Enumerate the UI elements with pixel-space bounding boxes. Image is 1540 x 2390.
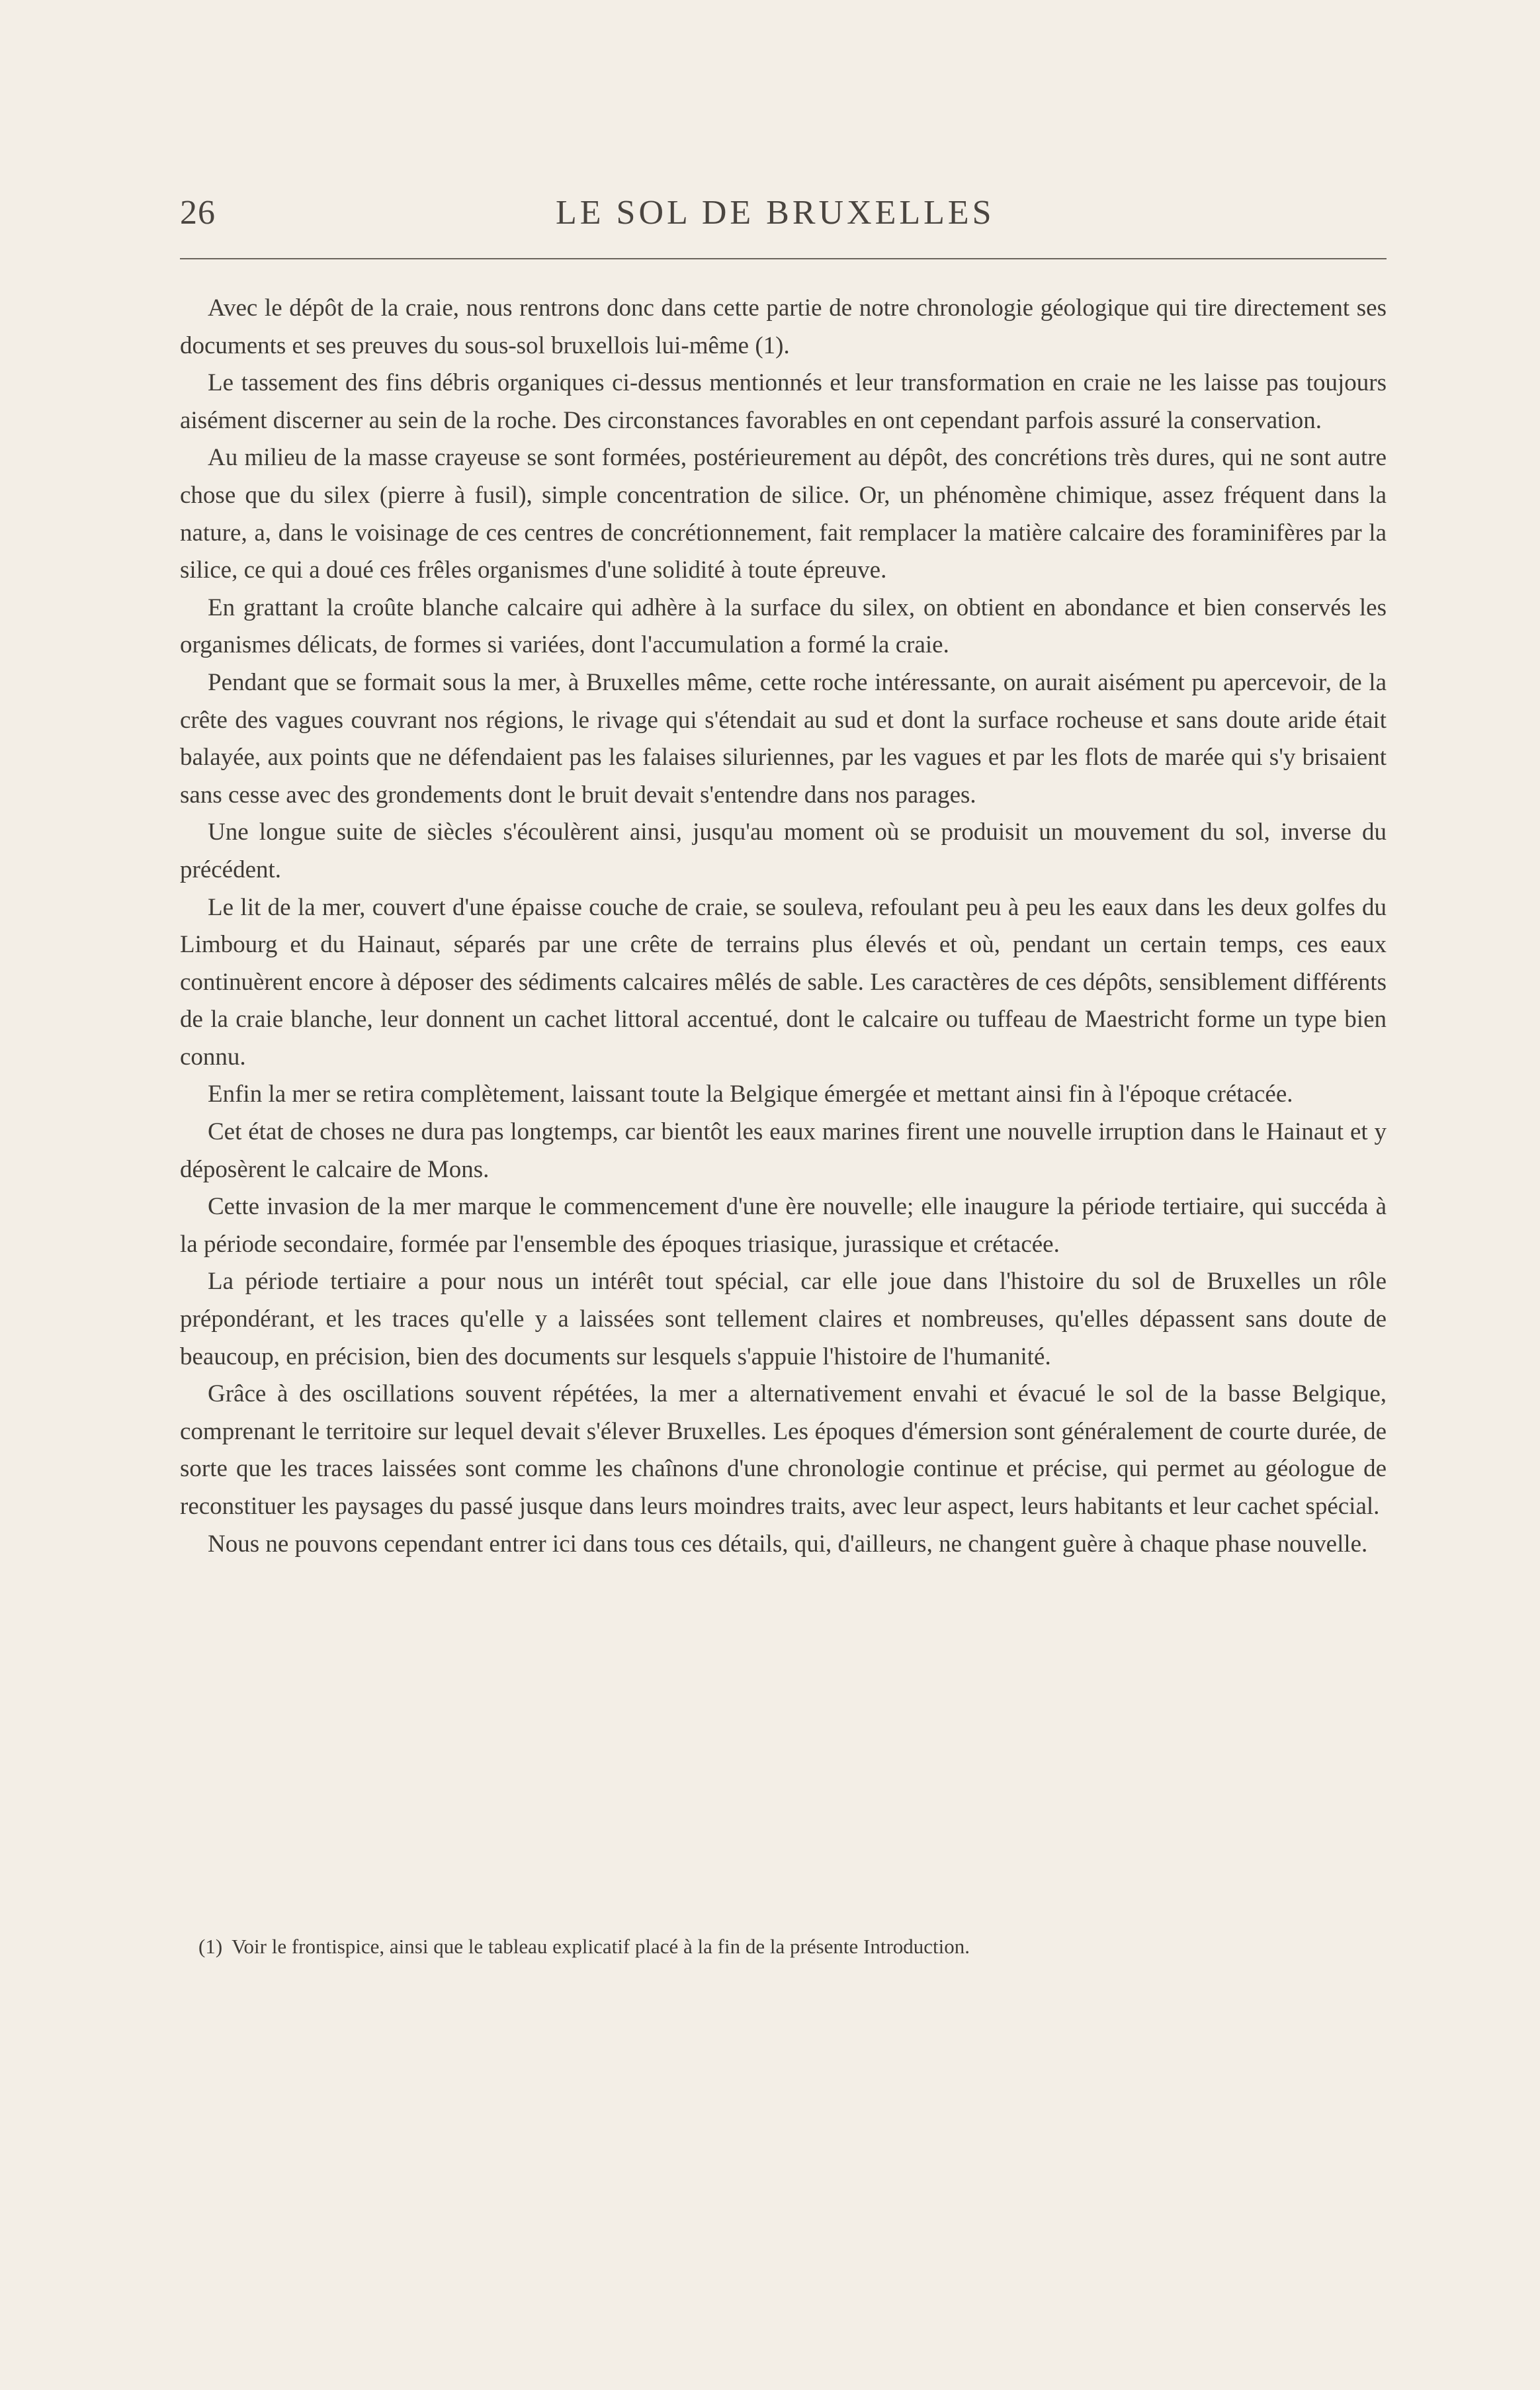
paragraph: En grattant la croûte blanche calcaire qui adhère à la surface du silex, on obtient en abondance et bien conservés les organismes délicats, de formes si variées, dont l'accumulation a formé la craie. (180, 594, 1387, 659)
paragraph: Cette invasion de la mer marque le commencement d'une ère nouvelle; elle inaugure la période tertiaire, qui succéda à la période secondaire, formée par l'ensemble des époques triasique, jurassique et crétacée. (180, 1193, 1387, 1258)
footnote (198, 1932, 1389, 1961)
footnote-marker: (1) (198, 1935, 223, 1958)
header-rule (180, 258, 1387, 259)
paragraph: Grâce à des oscillations souvent répétées, la mer a alternativement envahi et évacué le sol de la basse Belgique, comprenant le territoire sur lequel devait s'élever Bruxelles. Les époques d'émersion sont généralement de courte durée, de sorte que les traces laissées sont comme les chaînons d'une chronologie continue et précise, qui permet au géologue de reconstituer les paysages du passé jusque dans leurs moindres traits, avec leur aspect, leurs habitants et leur cachet spécial. (180, 1380, 1387, 1520)
paragraph: Une longue suite de siècles s'écoulèrent ainsi, jusqu'au moment où se produisit un mouvement du sol, inverse du précédent. (180, 819, 1387, 883)
paragraph: Le lit de la mer, couvert d'une épaisse couche de craie, se souleva, refoulant peu à peu les eaux dans les deux golfes du Limbourg et du Hainaut, séparés par une crête de terrains plus élevés et où, pendant un certain temps, ces eaux continuèrent encore à déposer des sédiments calcaires mêlés de sable. Les caractères de ces dépôts, sensiblement différents de la craie blanche, leur donnent un cachet littoral accentué, dont le calcaire ou tuffeau de Maestricht forme un type bien connu. (180, 893, 1387, 1071)
paragraph: Au milieu de la masse crayeuse se sont formées, postérieurement au dépôt, des concrétions très dures, qui ne sont autre chose que du silex (pierre à fusil), simple concentration de silice. Or, un phénomène chimique, assez fréquent dans la nature, a, dans le voisinage de ces centres de concrétionnement, fait remplacer la matière calcaire des foraminifères par la silice, ce qui a doué ces frêles organismes d'une solidité à toute épreuve. (180, 444, 1387, 584)
paragraph: Pendant que se formait sous la mer, à Bruxelles même, cette roche intéressante, on aurait aisément pu apercevoir, de la crête des vagues couvrant nos régions, le rivage qui s'étendait au sud et dont la surface rocheuse et sans doute aride était balayée, aux points que ne défendaient pas les falaises siluriennes, par les vagues et par les flots de marée qui s'y brisaient sans cesse avec des grondements dont le bruit devait s'entendre dans nos parages. (180, 668, 1387, 809)
paragraph: Cet état de choses ne dura pas longtemps, car bientôt les eaux marines firent une nouvelle irruption dans le Hainaut et y déposèrent le calcaire de Mons. (180, 1118, 1387, 1183)
body-text (180, 290, 1387, 1563)
paragraph: Avec le dépôt de la craie, nous rentrons donc dans cette partie de notre chronologie géologique qui tire directement ses documents et ses preuves du sous-sol bruxellois lui-même (1). (180, 294, 1387, 359)
footnote-text: Voir le frontispice, ainsi que le tableau explicatif placé à la fin de la présente Introduction. (232, 1935, 970, 1958)
paragraph: Le tassement des fins débris organiques ci-dessus mentionnés et leur transformation en craie ne les laisse pas toujours aisément discerner au sein de la roche. Des circonstances favorables en ont cependant parfois assuré la conservation. (180, 369, 1387, 434)
running-head: LE SOL DE BRUXELLES (556, 194, 995, 232)
paragraph: La période tertiaire a pour nous un intérêt tout spécial, car elle joue dans l'histoire du sol de Bruxelles un rôle prépondérant, et les traces qu'elle y a laissées sont tellement claires et nombreuses, qu'elles dépassent sans doute de beaucoup, en précision, bien des documents sur lesquels s'appuie l'histoire de l'humanité. (180, 1268, 1387, 1370)
page-number: 26 (180, 194, 216, 232)
paragraph: Enfin la mer se retira complètement, laissant toute la Belgique émergée et mettant ainsi fin à l'époque crétacée. (208, 1081, 1293, 1108)
paragraph: Nous ne pouvons cependant entrer ici dans tous ces détails, qui, d'ailleurs, ne changent guère à chaque phase nouvelle. (208, 1530, 1368, 1558)
